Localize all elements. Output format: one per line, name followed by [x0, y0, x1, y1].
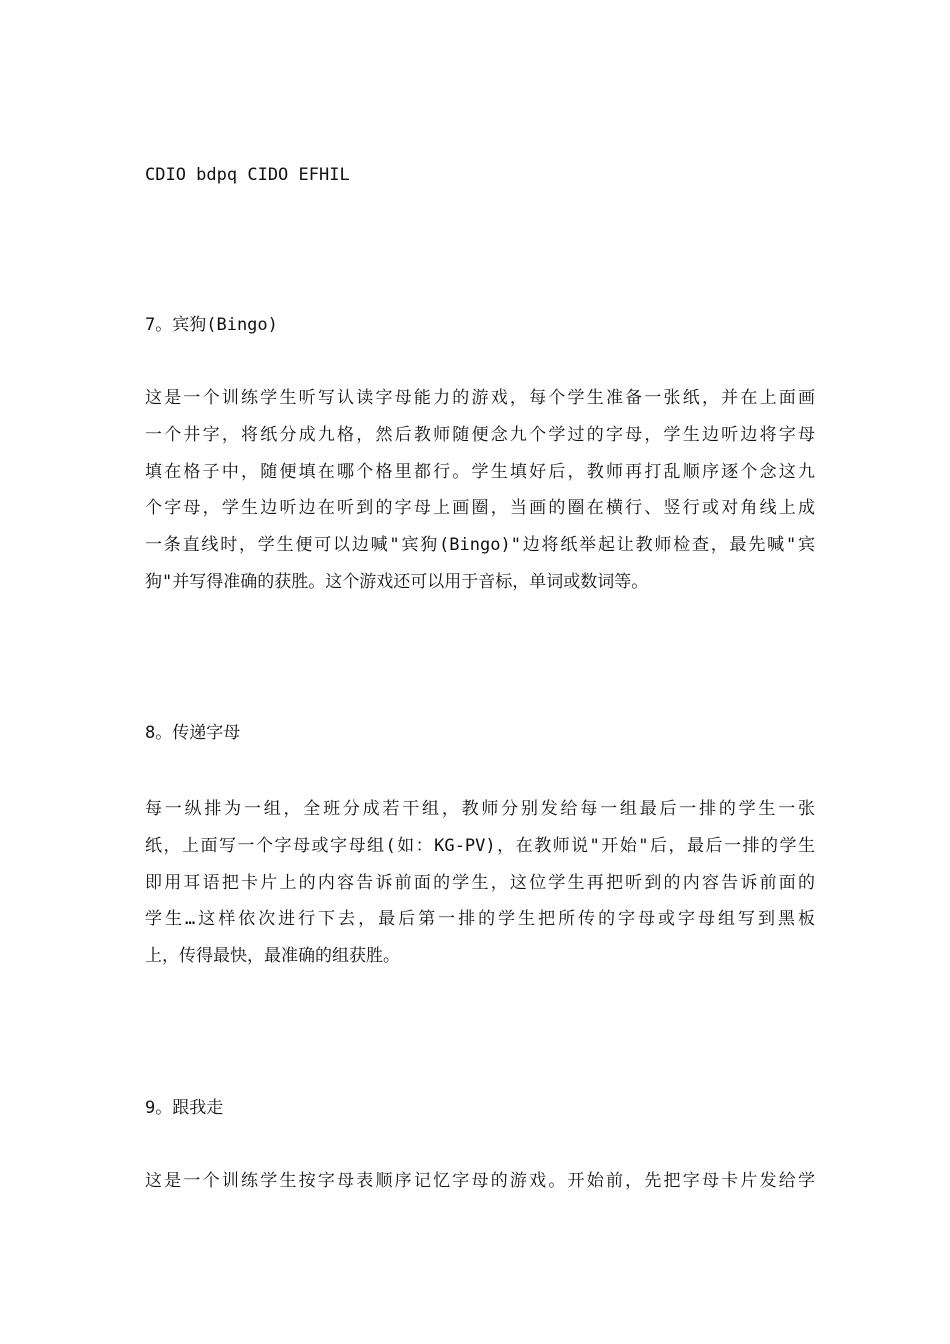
- section-paragraph-pass-letters: [145, 791, 815, 975]
- section-paragraph-follow-me: [145, 1163, 815, 1200]
- paragraph-line: 上，传得最快，最准确的组获胜。: [145, 946, 400, 967]
- paragraph-line: 狗"并写得准确的获胜。这个游戏还可以用于音标，单词或数词等。: [145, 571, 649, 592]
- section-paragraph-bingo: [145, 380, 815, 601]
- paragraph-line: 学生…这样依次进行下去，最后第一排的学生把所传的字母或字母组写到黑板: [145, 909, 815, 930]
- paragraph-line: 一条直线时，学生便可以边喊"宾狗(Bingo)"边将纸举起让教师检查，最先喊"宾: [145, 535, 815, 556]
- section-heading-follow-me: 9。跟我走: [145, 1098, 224, 1118]
- paragraph-line: 一个井字，将纸分成九格，然后教师随便念九个学过的字母，学生边听边将字母: [145, 424, 815, 445]
- paragraph-line: 纸，上面写一个字母或字母组(如：KG-PV)，在教师说"开始"后，最后一排的学生: [145, 835, 815, 856]
- paragraph-line: 即用耳语把卡片上的内容告诉前面的学生，这位学生再把听到的内容告诉前面的: [145, 872, 815, 893]
- letter-sequence-line: CDIO bdpq CIDO EFHIL: [145, 165, 350, 185]
- paragraph-line: 这是一个训练学生按字母表顺序记忆字母的游戏。开始前，先把字母卡片发给学: [145, 1171, 815, 1191]
- paragraph-line: 填在格子中，随便填在哪个格里都行。学生填好后，教师再打乱顺序逐个念这九: [145, 461, 815, 482]
- section-heading-pass-letters: 8。传递字母: [145, 723, 241, 743]
- section-heading-bingo: 7。宾狗(Bingo): [145, 315, 278, 335]
- paragraph-line: 个字母，学生边听边在听到的字母上画圈，当画的圈在横行、竖行或对角线上成: [145, 498, 815, 519]
- paragraph-line: 每一纵排为一组，全班分成若干组，教师分别发给每一组最后一排的学生一张: [145, 799, 815, 819]
- paragraph-line: 这是一个训练学生听写认读字母能力的游戏，每个学生准备一张纸，并在上面画: [145, 388, 815, 408]
